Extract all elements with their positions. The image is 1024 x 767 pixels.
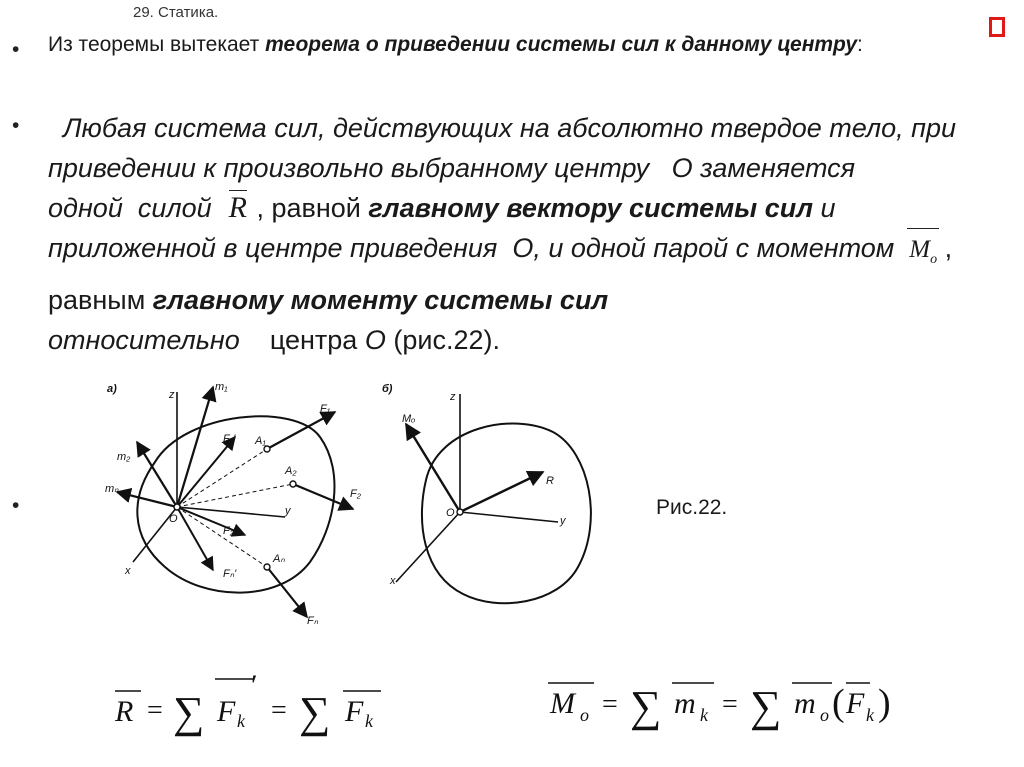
statement-t6: О, и одной парой с моментом — [512, 233, 895, 263]
statement-t9: центра — [269, 325, 358, 355]
formula-main-vector — [105, 665, 405, 745]
intro-suffix: : — [857, 33, 863, 56]
axis-label-z-b: z — [450, 391, 456, 403]
formula-r-eq2: = — [722, 689, 738, 720]
force-f1-prime — [177, 437, 235, 507]
vector-r — [460, 472, 543, 512]
formula-r-m: M — [550, 687, 575, 720]
point-a2 — [290, 481, 296, 487]
label-mn: mₙ — [105, 483, 119, 495]
label-m1: m₁ — [215, 381, 228, 393]
statement-t10: (рис.22). — [393, 325, 500, 355]
formula-main-moment — [540, 665, 910, 745]
formula-r-k2: k — [866, 705, 874, 725]
statement-t8: относительно — [48, 325, 240, 355]
statement-main-moment: главному моменту системы сил — [152, 285, 609, 315]
axis-label-x: x — [125, 565, 131, 577]
intro-prefix: Из теоремы вытекает — [48, 33, 266, 56]
label-fn-prime: Fₙ' — [223, 568, 237, 580]
statement-t3: силой — [137, 193, 212, 223]
x-axis-b — [396, 512, 460, 582]
formula-l-f2: F — [345, 695, 364, 728]
statement-t2: заменяется одной — [48, 153, 856, 223]
formula-r-sum1: ∑ — [630, 682, 662, 731]
label-r: R — [546, 475, 554, 487]
formula-l-r: R — [115, 695, 134, 728]
label-f2-prime: F₂' — [223, 525, 237, 537]
theorem-statement — [48, 108, 1008, 360]
vector-mo — [406, 424, 460, 512]
formula-r-sum2: ∑ — [750, 682, 782, 731]
formula-r-rparen: ) — [878, 682, 891, 724]
bullet-2: • — [12, 114, 20, 137]
formula-l-prime: ′ — [251, 669, 258, 702]
formula-r-o2: o — [820, 705, 829, 725]
figure-b — [378, 372, 608, 612]
formula-l-f1: F — [217, 695, 236, 728]
intro-theorem: теорема о приведении системы сил к данному центру — [265, 33, 858, 56]
label-f1: F₁ — [320, 403, 331, 415]
label-m2: m₂ — [117, 451, 131, 463]
label-an: Aₙ — [273, 553, 285, 565]
statement-o2: О — [364, 325, 386, 355]
force-fn-prime — [177, 507, 213, 570]
y-axis — [177, 507, 285, 517]
formula-l-k2: k — [365, 711, 373, 731]
formula-r-lparen: ( — [832, 682, 845, 724]
formula-r-k: k — [700, 705, 708, 725]
origin-point — [174, 504, 180, 510]
axis-label-z: z — [169, 389, 175, 401]
symbol-R: R — [227, 188, 249, 228]
corner-marker-icon — [989, 17, 1005, 37]
formula-r-eq1: = — [602, 689, 618, 720]
label-f1-prime: F₁' — [223, 433, 236, 445]
axis-label-x-b: x — [390, 575, 396, 587]
statement-t7: , равным — [48, 233, 953, 315]
intro-paragraph — [48, 30, 948, 59]
statement-t1: Любая система сил, действующих на абсолютно твердое тело, при приведении к произвольно выбранному центру — [48, 113, 957, 183]
axis-label-y-b: y — [560, 515, 566, 527]
formula-l-sum2: ∑ — [299, 688, 331, 737]
statement-main-vector: главному вектору системы сил — [368, 193, 814, 223]
bullet-1: • — [12, 38, 20, 61]
point-an — [264, 564, 270, 570]
label-a1: A₁ — [255, 435, 266, 447]
moment-m2 — [137, 442, 177, 507]
y-axis-b — [460, 512, 558, 522]
figure-a-label: а) — [107, 383, 117, 395]
label-f2: F₂ — [350, 488, 361, 500]
origin-label: O — [169, 513, 178, 525]
formula-r-f: F — [846, 687, 865, 720]
formula-l-sum1: ∑ — [173, 688, 205, 737]
formula-l-eq2: = — [271, 695, 287, 726]
symbol-M: M — [909, 236, 931, 263]
slide-header: 29. Статика. — [133, 4, 219, 21]
statement-t4: , равной — [256, 193, 369, 223]
origin-label-b: O — [446, 507, 455, 519]
symbol-M-sub: o — [930, 252, 938, 267]
formula-l-k1: k — [237, 711, 245, 731]
formula-l-eq1: = — [147, 695, 163, 726]
formula-r-o: o — [580, 705, 589, 725]
label-mo: Mₒ — [402, 413, 416, 425]
force-fn — [267, 567, 307, 617]
radius-an — [177, 507, 267, 567]
bullet-3: • — [12, 494, 20, 517]
axis-label-y: y — [285, 505, 291, 517]
formula-r-m-k: m — [674, 687, 696, 720]
moment-m1 — [177, 387, 213, 507]
label-fn: Fₙ — [307, 615, 319, 627]
origin-point-b — [457, 509, 463, 515]
figure-a — [95, 362, 385, 632]
figure-caption: Рис.22. — [656, 496, 728, 519]
statement-t5: и приложенной в центре приведения — [48, 193, 836, 263]
formula-r-m-o: m — [794, 687, 816, 720]
force-f2 — [293, 484, 353, 509]
symbol-Mo — [909, 230, 937, 280]
statement-o1: О — [671, 153, 693, 183]
label-a2: A₂ — [285, 465, 297, 477]
figure-b-label: б) — [382, 383, 393, 395]
